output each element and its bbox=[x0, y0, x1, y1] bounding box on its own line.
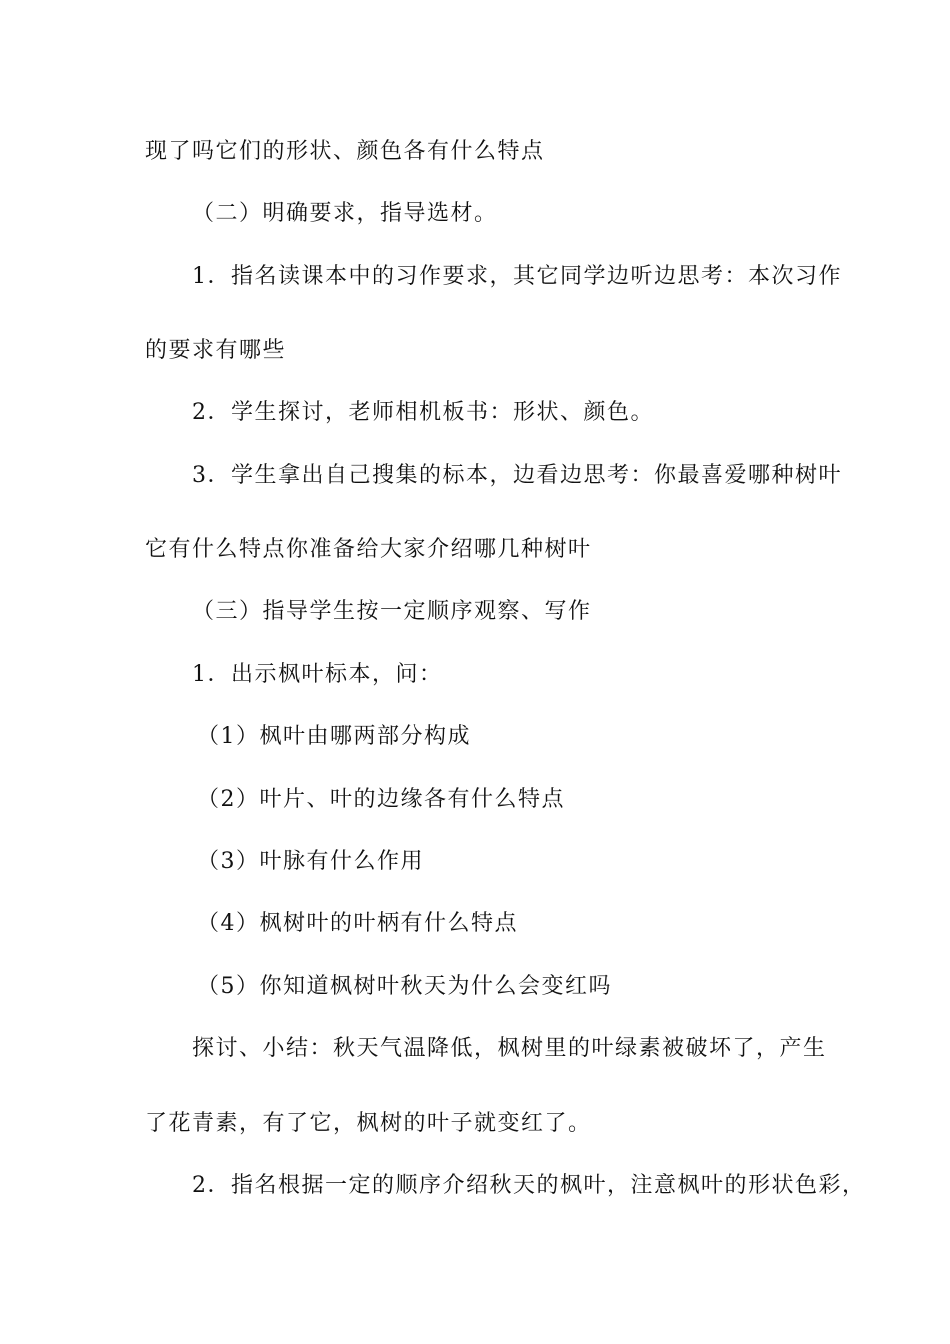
paragraph-line: 1．指名读课本中的习作要求，其它同学边听边思考：本次习作 bbox=[192, 264, 842, 289]
paragraph-line: 2．学生探讨，老师相机板书：形状、颜色。 bbox=[192, 400, 654, 425]
list-item: （3）叶脉有什么作用 bbox=[197, 849, 424, 874]
list-item: （1）枫叶由哪两部分构成 bbox=[197, 724, 471, 749]
list-item: （4）枫树叶的叶柄有什么特点 bbox=[197, 911, 518, 936]
list-item: （2）叶片、叶的边缘各有什么特点 bbox=[197, 787, 565, 812]
paragraph-line: 探讨、小结：秋天气温降低，枫树里的叶绿素被破坏了，产生 bbox=[192, 1036, 827, 1061]
section-heading: （三）指导学生按一定顺序观察、写作 bbox=[192, 599, 592, 624]
list-item: （5）你知道枫树叶秋天为什么会变红吗 bbox=[197, 974, 612, 999]
paragraph-line: 了花青素，有了它，枫树的叶子就变红了。 bbox=[145, 1111, 592, 1136]
paragraph-line: 3．学生拿出自己搜集的标本，边看边思考：你最喜爱哪种树叶 bbox=[192, 463, 842, 488]
section-heading: （二）明确要求，指导选材。 bbox=[192, 201, 498, 226]
paragraph-line: 现了吗它们的形状、颜色各有什么特点 bbox=[145, 139, 545, 164]
paragraph-line: 的要求有哪些 bbox=[145, 338, 287, 363]
paragraph-line: 1．出示枫叶标本，问： bbox=[192, 662, 443, 687]
paragraph-line: 它有什么特点你准备给大家介绍哪几种树叶 bbox=[145, 537, 592, 562]
paragraph-line: 2．指名根据一定的顺序介绍秋天的枫叶，注意枫叶的形状色彩， bbox=[192, 1173, 866, 1198]
